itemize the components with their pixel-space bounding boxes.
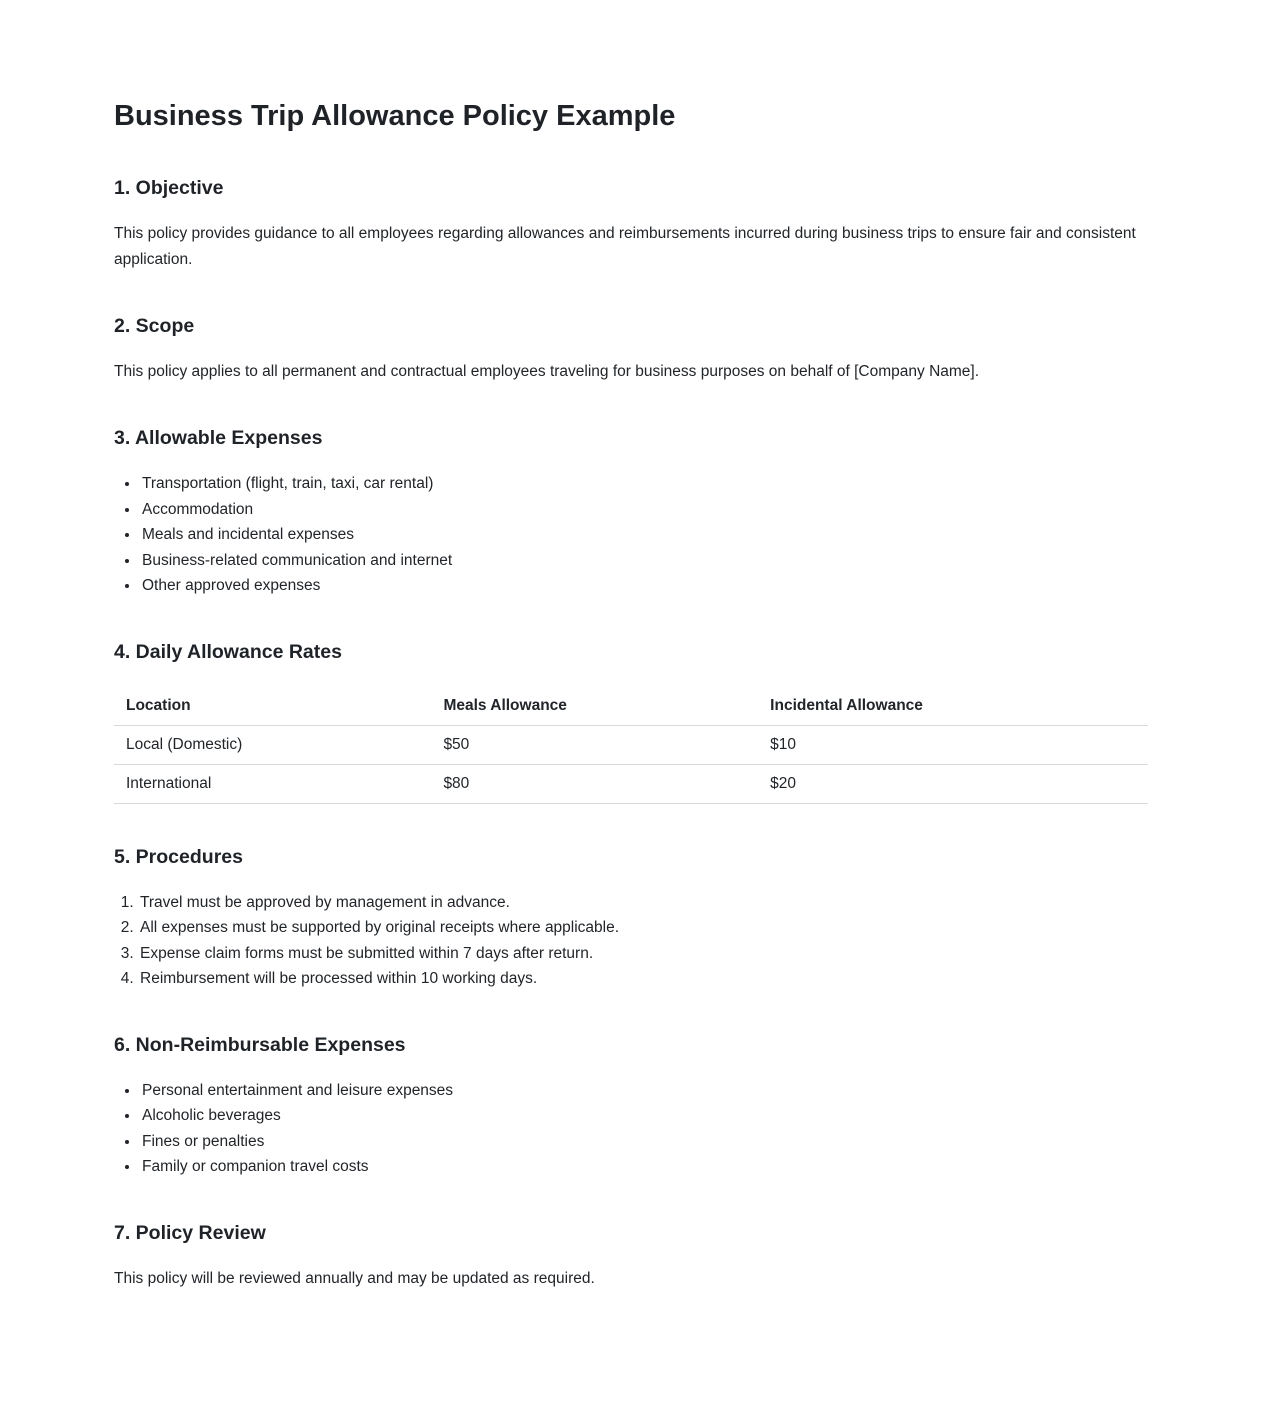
section-objective [114,175,1148,273]
bullet-item: • Other approved expenses [140,573,1148,599]
section-policy-review [114,1220,1148,1292]
section-scope [114,313,1148,385]
bullet-item: • Alcoholic beverages [140,1103,1148,1129]
scope-paragraph: This policy applies to all permanent and contractual employees traveling for business purposes on behalf of [Company Name]. [114,363,980,380]
table-header-row [114,685,1148,726]
bullet-item: • Meals and incidental expenses [140,522,1148,548]
document-title: Business Trip Allowance Policy Example [114,100,676,132]
section-heading-procedures: 5. Procedures [114,845,243,868]
bullet-item: • Fines or penalties [140,1129,1148,1155]
table-cell-location: International [114,764,431,803]
allowable-expenses-list [114,471,1148,599]
allowance-rates-table [114,685,1148,804]
numbered-item: 2. All expenses must be supported by original receipts where applicable. [138,915,1148,941]
table-row [114,725,1148,764]
bullet-item: • Family or companion travel costs [140,1154,1148,1180]
section-allowable-expenses [114,425,1148,599]
numbered-item: 4. Reimbursement will be processed within 10 working days. [138,966,1148,992]
section-heading-daily-allowance-rates: 4. Daily Allowance Rates [114,640,342,663]
table-cell-meals: $50 [431,725,758,764]
table-header-incidental-allowance: Incidental Allowance [758,685,1148,726]
section-daily-allowance-rates [114,639,1148,804]
section-heading-scope: 2. Scope [114,315,195,337]
section-heading-policy-review: 7. Policy Review [114,1221,266,1244]
table-row [114,764,1148,803]
section-heading-non-reimbursable-expenses: 6. Non-Reimbursable Expenses [114,1033,406,1056]
numbered-item: 1. Travel must be approved by management in advance. [138,890,1148,916]
bullet-item: • Accommodation [140,497,1148,523]
section-heading-allowable-expenses: 3. Allowable Expenses [114,427,323,449]
section-procedures [114,844,1148,992]
table-cell-incidental: $20 [758,764,1148,803]
procedures-list [114,890,1148,992]
table-cell-location: Local (Domestic) [114,725,431,764]
bullet-item: • Personal entertainment and leisure expenses [140,1078,1148,1104]
table-cell-incidental: $10 [758,725,1148,764]
table-header-location: Location [114,685,431,726]
bullet-item: • Business-related communication and internet [140,548,1148,574]
section-non-reimbursable-expenses [114,1032,1148,1180]
section-heading-objective: 1. Objective [114,177,224,199]
non-reimbursable-list [114,1078,1148,1180]
bullet-item: • Transportation (flight, train, taxi, car rental) [140,471,1148,497]
table-header-meals-allowance: Meals Allowance [431,685,758,726]
objective-paragraph: This policy provides guidance to all employees regarding allowances and reimbursements incurred during business trips to ensure fair and consistent application. [114,225,1136,268]
policy-review-paragraph: This policy will be reviewed annually and may be updated as required. [114,1269,595,1287]
table-cell-meals: $80 [431,764,758,803]
numbered-item: 3. Expense claim forms must be submitted within 7 days after return. [138,941,1148,967]
